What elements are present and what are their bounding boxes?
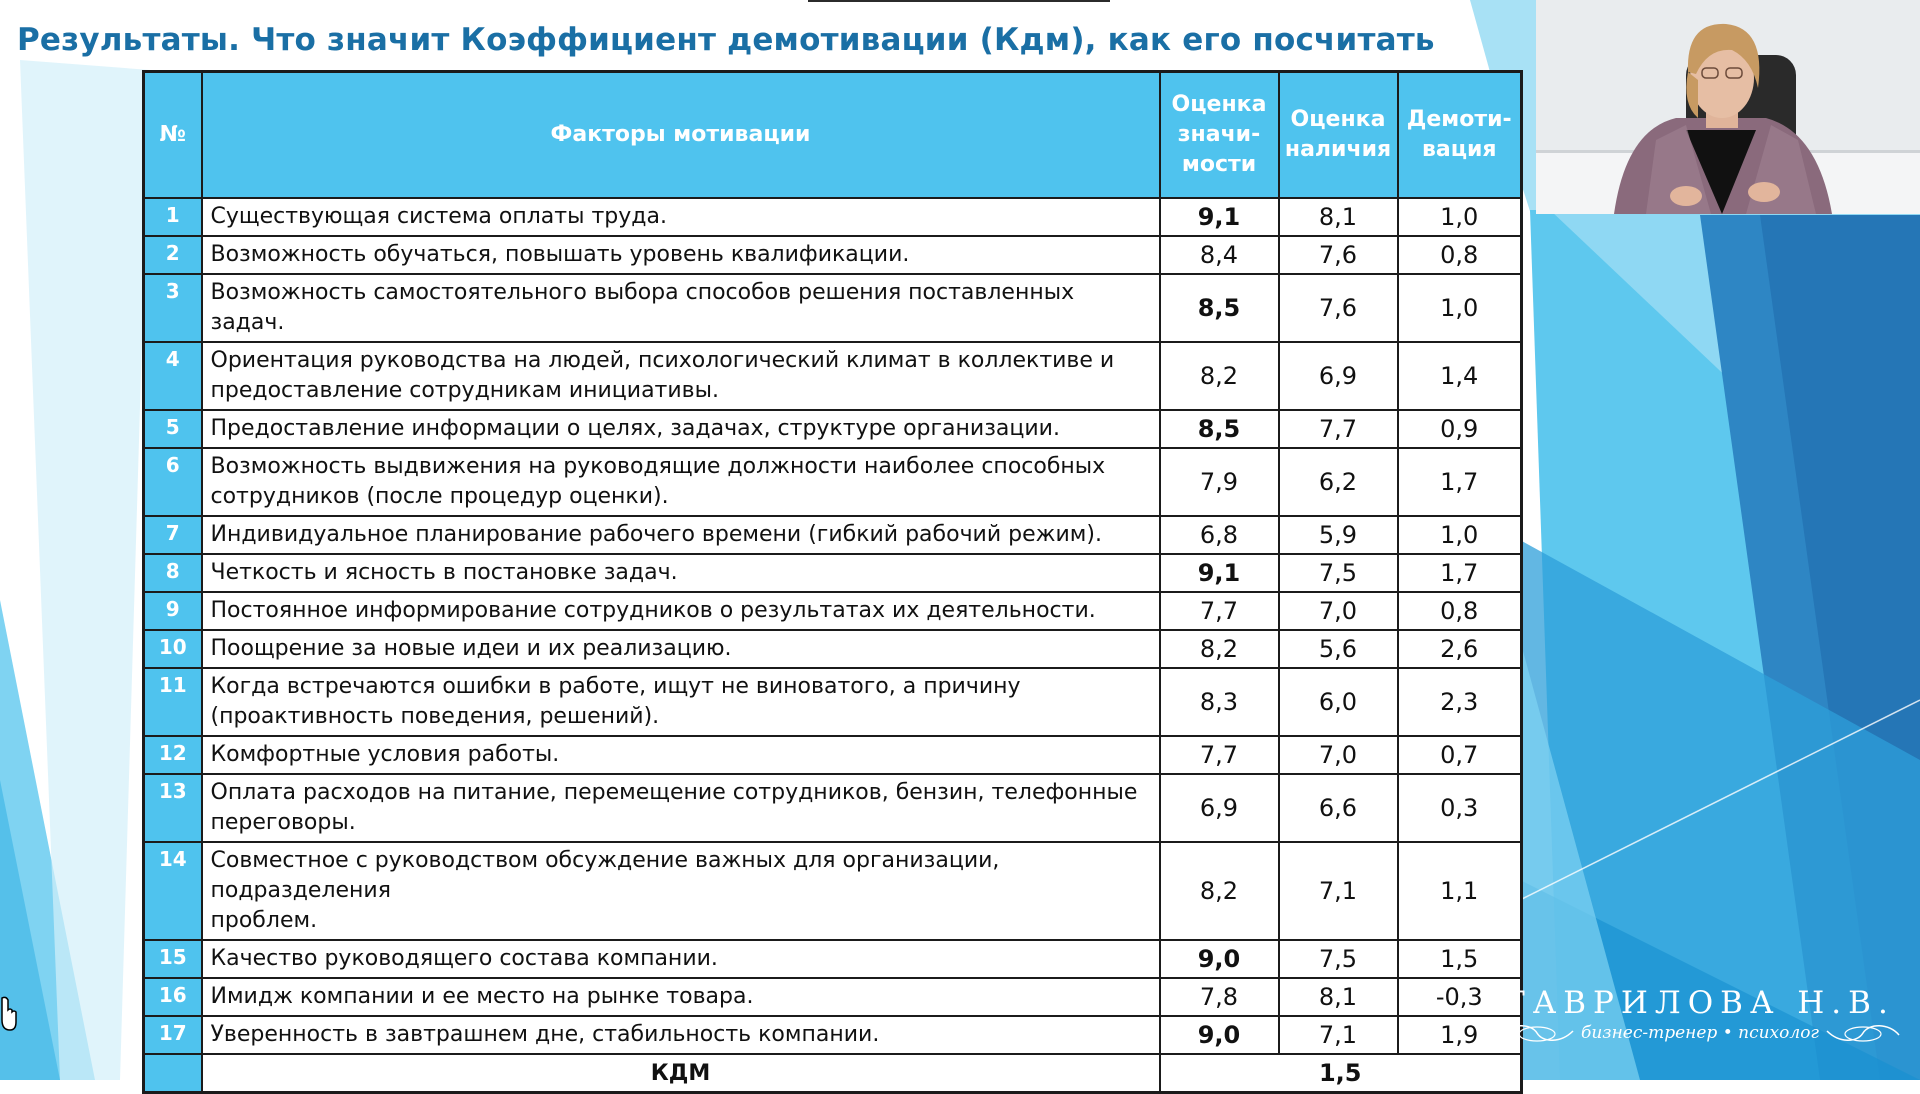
factor-text: Существующая система оплаты труда. xyxy=(202,198,1160,236)
presence-score: 6,6 xyxy=(1279,774,1398,842)
presence-score: 7,7 xyxy=(1279,410,1398,448)
factor-text: Комфортные условия работы. xyxy=(202,736,1160,774)
table-row xyxy=(144,668,1522,736)
demotivation-score: 1,7 xyxy=(1398,448,1522,516)
header-demotivation: Демоти- вация xyxy=(1398,72,1522,199)
importance-score: 9,1 xyxy=(1160,554,1279,592)
table-row xyxy=(144,516,1522,554)
importance-score: 7,7 xyxy=(1160,736,1279,774)
factor-text-line: сотрудников (после процедур оценки). xyxy=(210,484,669,509)
factor-text-line: предоставление сотрудникам инициативы. xyxy=(210,378,720,403)
row-number: 3 xyxy=(144,274,202,342)
demotivation-score: 0,8 xyxy=(1398,592,1522,630)
table-row xyxy=(144,630,1522,668)
row-number: 14 xyxy=(144,842,202,940)
header-factors: Факторы мотивации xyxy=(202,72,1160,199)
factor-text: Постоянное информирование сотрудников о результатах их деятельности. xyxy=(202,592,1160,630)
factor-text-line: Совместное с руководством обсуждение важных для организации, подразделения xyxy=(210,848,1000,903)
row-number: 11 xyxy=(144,668,202,736)
table-row xyxy=(144,940,1522,978)
importance-score: 6,8 xyxy=(1160,516,1279,554)
importance-score: 9,0 xyxy=(1160,1016,1279,1054)
importance-score: 8,2 xyxy=(1160,630,1279,668)
row-number: 17 xyxy=(144,1016,202,1054)
table-row xyxy=(144,842,1522,940)
factor-text: Имидж компании и ее место на рынке товара. xyxy=(202,978,1160,1016)
brand-name: ГАВРИЛОВА Н.В. xyxy=(1505,985,1895,1021)
row-number: 16 xyxy=(144,978,202,1016)
importance-score: 8,5 xyxy=(1160,274,1279,342)
row-number: 12 xyxy=(144,736,202,774)
importance-score: 8,4 xyxy=(1160,236,1279,274)
factor-text: Качество руководящего состава компании. xyxy=(202,940,1160,978)
factor-text-line: Оплата расходов на питание, перемещение сотрудников, бензин, телефонные xyxy=(210,780,1138,805)
left-swirl-icon xyxy=(1497,1021,1577,1049)
header-importance: Оценка значи- мости xyxy=(1160,72,1279,199)
factor-text: Четкость и ясность в постановке задач. xyxy=(202,554,1160,592)
demotivation-score: 0,3 xyxy=(1398,774,1522,842)
factor-text-line: переговоры. xyxy=(210,810,356,835)
motivation-table xyxy=(142,70,1523,1094)
total-number-cell xyxy=(144,1054,202,1093)
presence-score: 7,0 xyxy=(1279,736,1398,774)
table-row xyxy=(144,342,1522,410)
presence-score: 5,6 xyxy=(1279,630,1398,668)
demotivation-score: 0,8 xyxy=(1398,236,1522,274)
demotivation-score: 1,0 xyxy=(1398,198,1522,236)
brand-subtitle: бизнес-тренер • психолог xyxy=(1580,1023,1820,1043)
right-swirl-icon xyxy=(1823,1021,1903,1049)
row-number: 4 xyxy=(144,342,202,410)
row-number: 2 xyxy=(144,236,202,274)
top-divider xyxy=(808,0,1110,2)
presence-score: 7,1 xyxy=(1279,842,1398,940)
demotivation-score: 1,0 xyxy=(1398,516,1522,554)
table-row xyxy=(144,736,1522,774)
table-row xyxy=(144,410,1522,448)
row-number: 10 xyxy=(144,630,202,668)
factor-text-line: Когда встречаются ошибки в работе, ищут не виноватого, а причину xyxy=(210,674,1021,699)
demotivation-score: 0,9 xyxy=(1398,410,1522,448)
demotivation-score: 2,6 xyxy=(1398,630,1522,668)
demotivation-score: 1,7 xyxy=(1398,554,1522,592)
factor-text: Возможность самостоятельного выбора способов решения поставленных задач. xyxy=(202,274,1160,342)
table-row xyxy=(144,592,1522,630)
table-row xyxy=(144,198,1522,236)
total-row xyxy=(144,1054,1522,1093)
table-row xyxy=(144,274,1522,342)
brand-logo xyxy=(1505,985,1895,1043)
presenter-image xyxy=(1536,0,1920,214)
factor-text-line: Ориентация руководства на людей, психологический климат в коллективе и xyxy=(210,348,1115,373)
presence-score: 7,5 xyxy=(1279,940,1398,978)
importance-score: 7,7 xyxy=(1160,592,1279,630)
presenter-webcam xyxy=(1536,0,1920,214)
row-number: 7 xyxy=(144,516,202,554)
importance-score: 6,9 xyxy=(1160,774,1279,842)
row-number: 15 xyxy=(144,940,202,978)
presence-score: 6,2 xyxy=(1279,448,1398,516)
factor-text: Предоставление информации о целях, задачах, структуре организации. xyxy=(202,410,1160,448)
factor-text-line: (проактивность поведения, решений). xyxy=(210,704,660,729)
demotivation-score: -0,3 xyxy=(1398,978,1522,1016)
table-row xyxy=(144,978,1522,1016)
presence-score: 7,6 xyxy=(1279,236,1398,274)
demotivation-score: 2,3 xyxy=(1398,668,1522,736)
factor-text: Поощрение за новые идеи и их реализацию. xyxy=(202,630,1160,668)
table-row xyxy=(144,774,1522,842)
table-header-row xyxy=(144,72,1522,199)
presence-score: 8,1 xyxy=(1279,198,1398,236)
factor-text xyxy=(202,842,1160,940)
importance-score: 8,5 xyxy=(1160,410,1279,448)
table-row xyxy=(144,448,1522,516)
table-row xyxy=(144,554,1522,592)
row-number: 13 xyxy=(144,774,202,842)
importance-score: 7,9 xyxy=(1160,448,1279,516)
row-number: 8 xyxy=(144,554,202,592)
factor-text: Уверенность в завтрашнем дне, стабильность компании. xyxy=(202,1016,1160,1054)
total-value: 1,5 xyxy=(1160,1054,1522,1093)
slide-title: Результаты. Что значит Коэффициент демотивации (Кдм), как его посчитать xyxy=(17,22,1435,58)
presence-score: 6,0 xyxy=(1279,668,1398,736)
header-number: № xyxy=(144,72,202,199)
demotivation-score: 0,7 xyxy=(1398,736,1522,774)
factor-text xyxy=(202,774,1160,842)
importance-score: 8,2 xyxy=(1160,842,1279,940)
factor-text-line: Возможность выдвижения на руководящие должности наиболее способных xyxy=(210,454,1106,479)
row-number: 9 xyxy=(144,592,202,630)
presence-score: 5,9 xyxy=(1279,516,1398,554)
demotivation-score: 1,4 xyxy=(1398,342,1522,410)
presence-score: 7,6 xyxy=(1279,274,1398,342)
demotivation-score: 1,5 xyxy=(1398,940,1522,978)
importance-score: 9,0 xyxy=(1160,940,1279,978)
factor-text xyxy=(202,668,1160,736)
presence-score: 6,9 xyxy=(1279,342,1398,410)
row-number: 1 xyxy=(144,198,202,236)
demotivation-score: 1,1 xyxy=(1398,842,1522,940)
presence-score: 8,1 xyxy=(1279,978,1398,1016)
table-row xyxy=(144,1016,1522,1054)
importance-score: 8,3 xyxy=(1160,668,1279,736)
factor-text: Возможность обучаться, повышать уровень квалификации. xyxy=(202,236,1160,274)
factor-text: Индивидуальное планирование рабочего времени (гибкий рабочий режим). xyxy=(202,516,1160,554)
factor-text xyxy=(202,448,1160,516)
importance-score: 9,1 xyxy=(1160,198,1279,236)
total-label: КДМ xyxy=(202,1054,1160,1093)
row-number: 6 xyxy=(144,448,202,516)
importance-score: 7,8 xyxy=(1160,978,1279,1016)
header-presence: Оценка наличия xyxy=(1279,72,1398,199)
presence-score: 7,0 xyxy=(1279,592,1398,630)
hand-pointer-icon xyxy=(0,996,20,1036)
row-number: 5 xyxy=(144,410,202,448)
factor-text xyxy=(202,342,1160,410)
importance-score: 8,2 xyxy=(1160,342,1279,410)
presence-score: 7,5 xyxy=(1279,554,1398,592)
table-row xyxy=(144,236,1522,274)
demotivation-score: 1,0 xyxy=(1398,274,1522,342)
demotivation-score: 1,9 xyxy=(1398,1016,1522,1054)
factor-text-line: проблем. xyxy=(210,908,318,933)
presence-score: 7,1 xyxy=(1279,1016,1398,1054)
